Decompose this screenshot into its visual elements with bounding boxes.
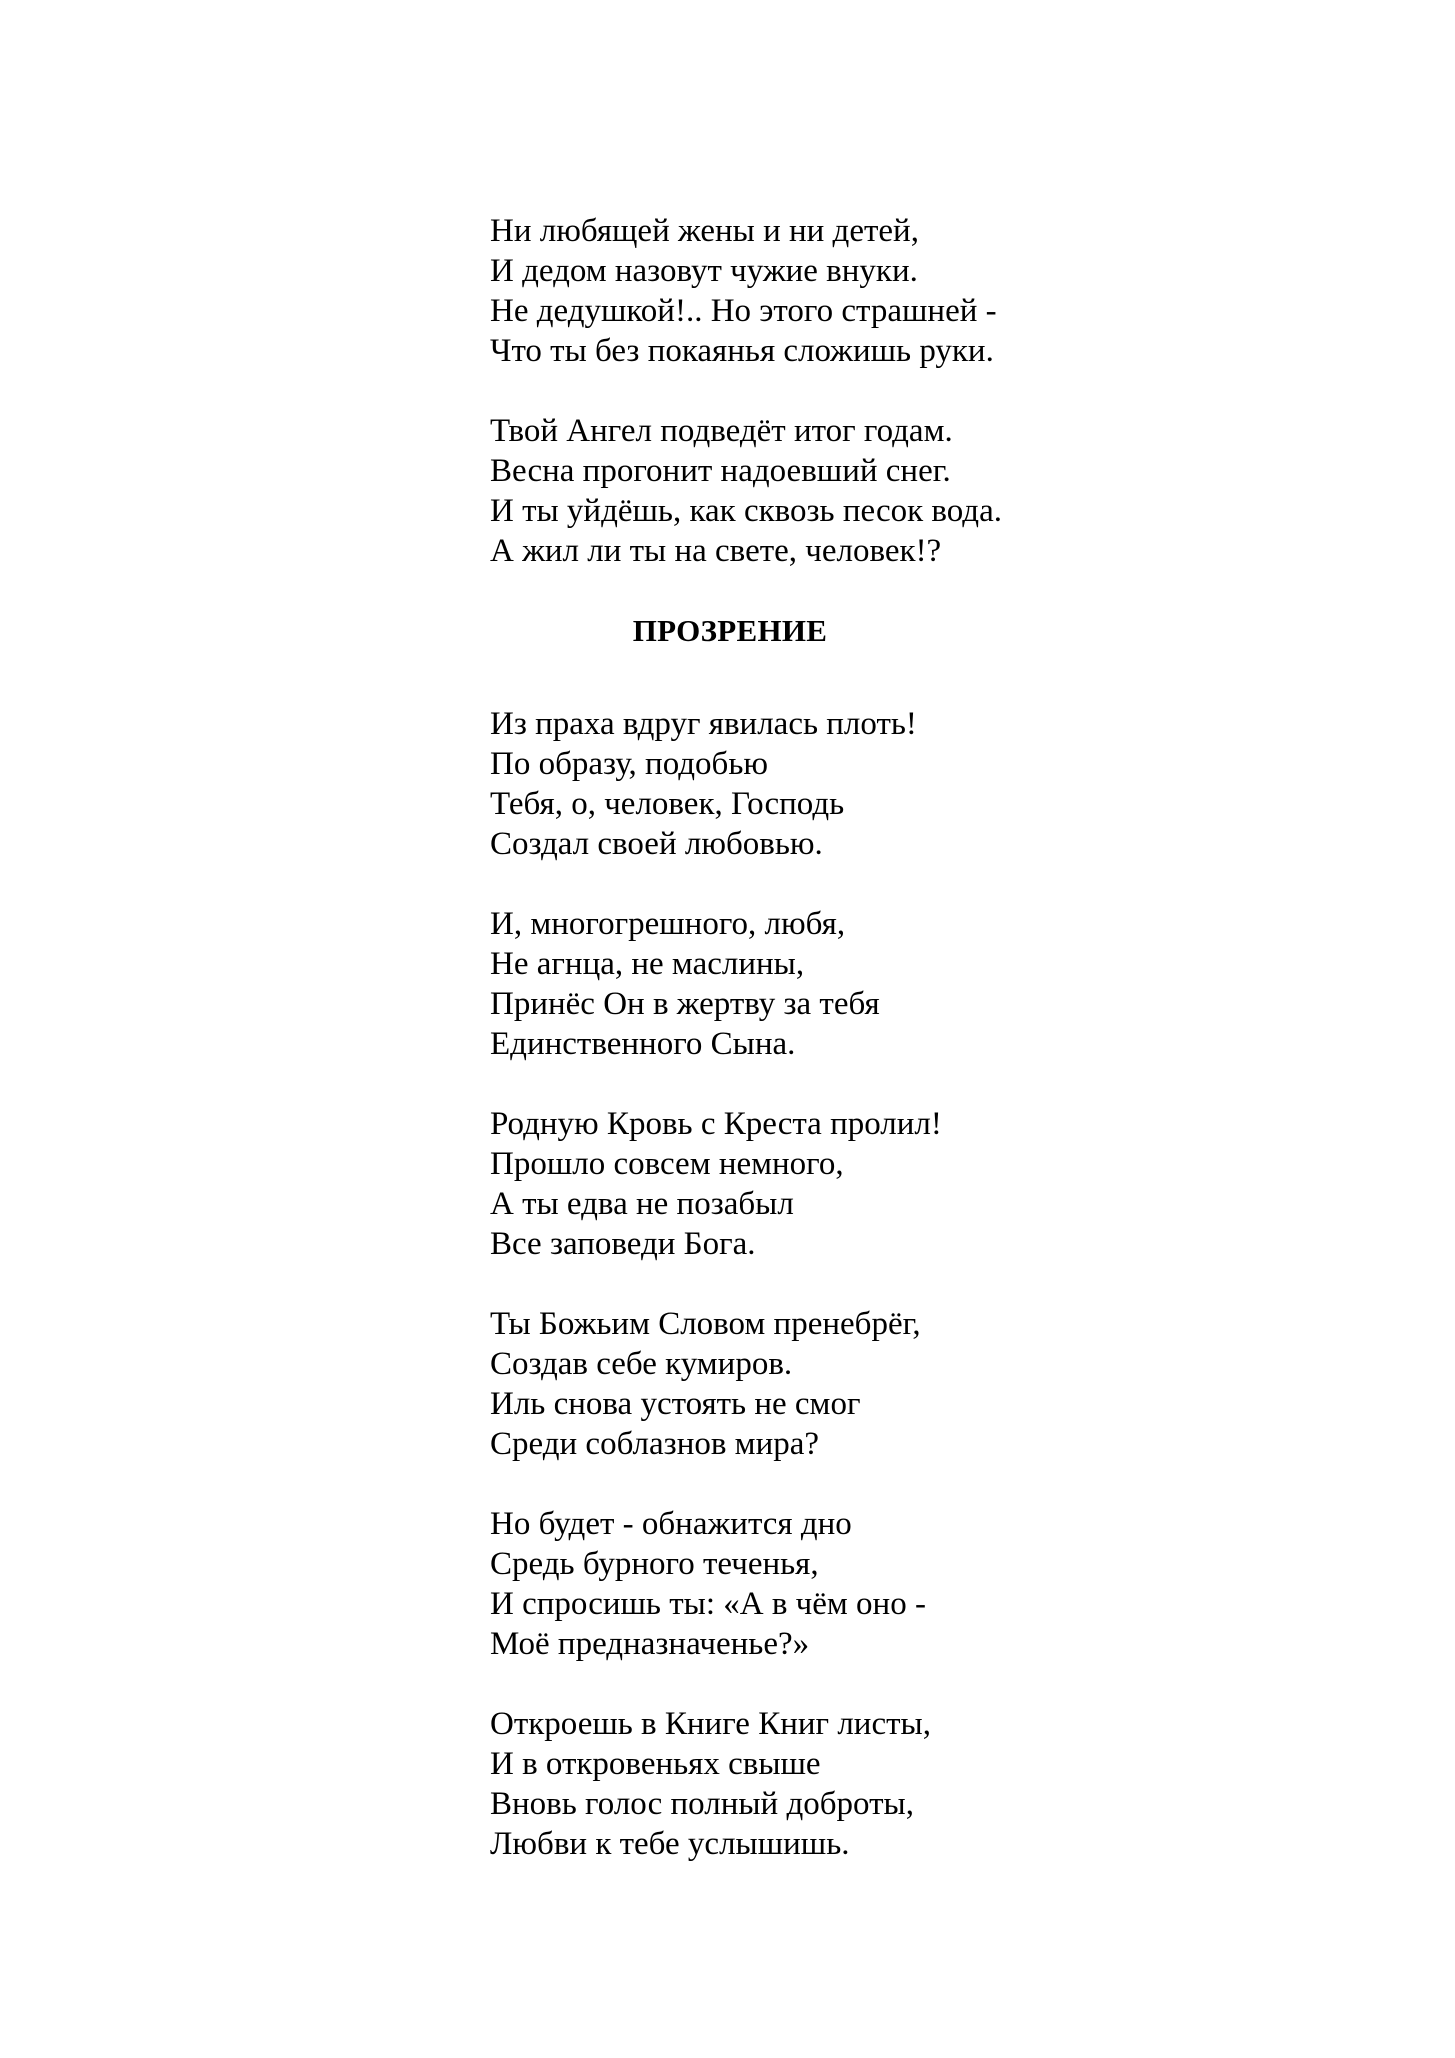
verse-line: Но будет - обнажится дно (490, 1506, 852, 1542)
verse-line: Принёс Он в жертву за тебя (490, 986, 880, 1022)
poem-continued (490, 211, 1110, 571)
verse-line: Любви к тебе услышишь. (490, 1826, 850, 1862)
poem-title: ПРОЗРЕНИЕ (632, 613, 828, 648)
verse-line: Среди соблазнов мира? (490, 1426, 820, 1462)
verse-line: Твой Ангел подведёт итог годам. (490, 413, 953, 449)
verse-line: Иль снова устоять не смог (490, 1386, 861, 1422)
verse-line: И, многогрешного, любя, (490, 906, 846, 942)
verse-line: А ты едва не позабыл (490, 1186, 794, 1222)
verse-line: Создав себе кумиров. (490, 1346, 793, 1382)
verse-line: Родную Кровь с Креста пролил! (490, 1106, 942, 1142)
verse-line: Откроешь в Книге Книг листы, (490, 1706, 931, 1742)
verse-line: Все заповеди Бога. (490, 1226, 756, 1262)
verse-line: Ты Божьим Словом пренебрёг, (490, 1306, 921, 1342)
verse-line: Вновь голос полный доброты, (490, 1786, 914, 1822)
verse-line: И ты уйдёшь, как сквозь песок вода. (490, 493, 1002, 529)
stanza (490, 411, 1110, 571)
stanza (490, 904, 1110, 1064)
stanza (490, 211, 1110, 371)
stanza (490, 1504, 1110, 1664)
poem-prozrenie (490, 704, 1110, 1864)
verse-line: И дедом назовут чужие внуки. (490, 253, 918, 289)
verse-line: По образу, подобью (490, 746, 769, 782)
verse-line: Средь бурного теченья, (490, 1546, 819, 1582)
verse-line: А жил ли ты на свете, человек!? (490, 533, 942, 569)
verse-line: И в откровеньях свыше (490, 1746, 821, 1782)
verse-line: Весна прогонит надоевший снег. (490, 453, 951, 489)
verse-line: Создал своей любовью. (490, 826, 823, 862)
verse-line: Прошло совсем немного, (490, 1146, 844, 1182)
verse-line: Моё предназначенье?» (490, 1626, 810, 1662)
verse-line: Из праха вдруг явилась плоть! (490, 706, 917, 742)
verse-line: Не дедушкой!.. Но этого страшней - (490, 293, 997, 329)
verse-line: Не агнца, не маслины, (490, 946, 805, 982)
verse-line: Ни любящей жены и ни детей, (490, 213, 919, 249)
stanza (490, 1304, 1110, 1464)
stanza (490, 1104, 1110, 1264)
stanza (490, 1704, 1110, 1864)
verse-line: Что ты без покаянья сложишь руки. (490, 333, 994, 369)
verse-line: И спросишь ты: «А в чём оно - (490, 1586, 926, 1622)
stanza (490, 704, 1110, 864)
verse-line: Тебя, о, человек, Господь (490, 786, 845, 822)
poem-column (490, 211, 1110, 1904)
verse-line: Единственного Сына. (490, 1026, 796, 1062)
